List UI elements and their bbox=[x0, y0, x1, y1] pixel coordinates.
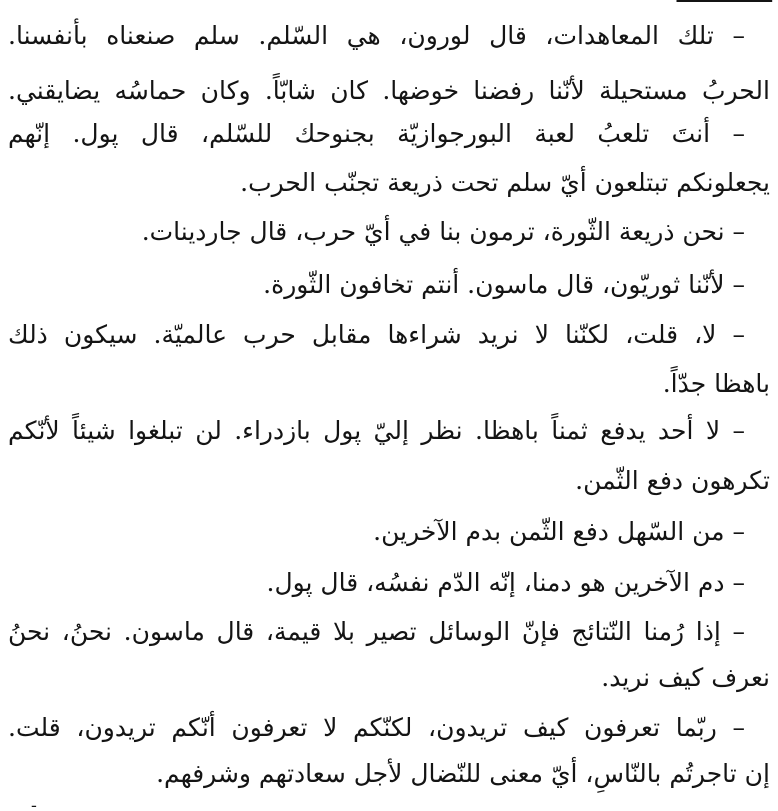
paragraph-line-13: – إذا رُمنا النّتائج فإنّ الوسائل تصير بلا قيمة، قال ماسون. نحنُ، نحنُ bbox=[8, 617, 745, 646]
paragraph-line-2: الحربُ مستحيلة لأنّنا رفضنا خوضها. كان شابّاً. وكان حماسُه يضايقني. bbox=[8, 76, 770, 105]
paragraph-line-1: – تلك المعاهدات، قال لورون، هي السّلم. سلم صنعناه بأنفسنا. bbox=[8, 21, 745, 50]
paragraph-line-7: – لا، قلت، لكنّنا لا نريد شراءها مقابل حرب عالميّة. سيكون ذلك bbox=[8, 320, 745, 349]
paragraph-line-8: باهظا جدّاً. bbox=[662, 369, 770, 398]
paragraph-line-6: – لأنّنا ثوريّون، قال ماسون. أنتم تخافون الثّورة. bbox=[263, 270, 745, 299]
paragraph-line-11: – من السّهل دفع الثّمن بدم الآخرين. bbox=[373, 517, 745, 546]
paragraph-line-5: – نحن ذريعة الثّورة، ترمون بنا في أيّ حرب، قال جاردينات. bbox=[141, 217, 745, 246]
paragraph-line-16: إن تاجرتُم بالنّاسِ، أيّ معنى للنّضال لأجل سعادتهم وشرفهم. bbox=[156, 759, 770, 788]
paragraph-line-15: – ربّما تعرفون كيف تريدون، لكنّكم لا تعرفون أنّكم تريدون، قلت. bbox=[8, 713, 745, 742]
cropped-page-mark: ـ bbox=[31, 795, 36, 811]
paragraph-line-12: – دم الآخرين هو دمنا، إنّه الدّم نفسُه، قال پول. bbox=[266, 568, 745, 597]
paragraph-line-10: تكرهون دفع الثّمن. bbox=[575, 466, 770, 495]
paragraph-line-9: – لا أحد يدفع ثمناً باهظا. نظر إليّ پول بازدراء. لن تبلغوا شيئاً لأنّكم bbox=[8, 416, 745, 445]
paragraph-line-4: يجعلونكم تبتلعون أيّ سلم تحت ذريعة تجنّب الحرب. bbox=[240, 168, 770, 197]
cropped-previous-line bbox=[2, 0, 772, 6]
paragraph-line-3: – أنتَ تلعبُ لعبة البورجوازيّة بجنوحك للسّلم، قال پول. إنّهم bbox=[8, 119, 745, 148]
paragraph-line-14: نعرف كيف نريد. bbox=[601, 663, 770, 692]
